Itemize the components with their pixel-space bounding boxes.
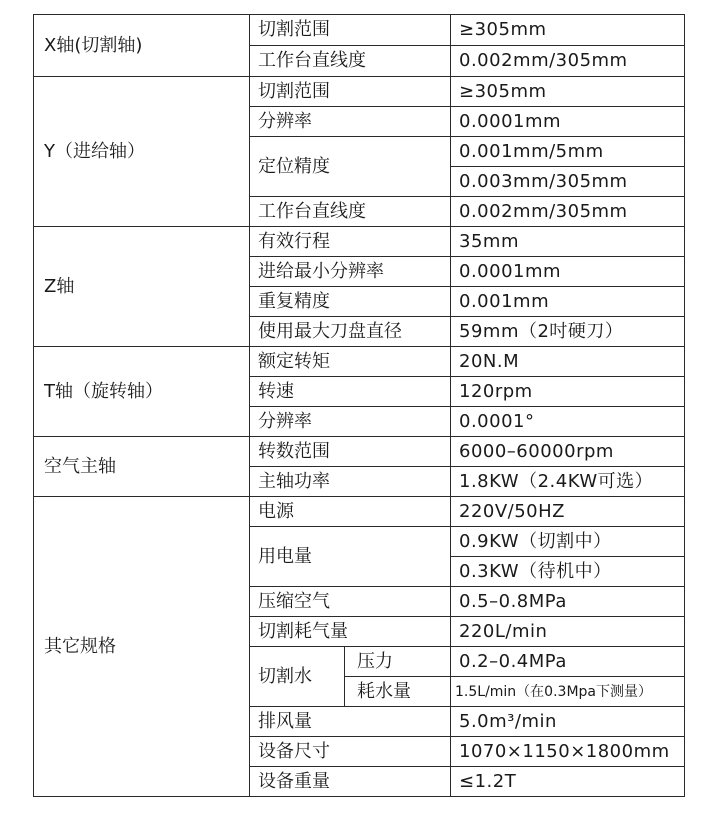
param-value: ≤1.2T bbox=[451, 767, 685, 797]
param-label: 设备尺寸 bbox=[250, 737, 451, 767]
param-value: 220L/min bbox=[451, 617, 685, 647]
param-label: 切割范围 bbox=[250, 77, 451, 107]
param-value: 0.0001° bbox=[451, 407, 685, 437]
param-label: 转速 bbox=[250, 377, 451, 407]
param-sublabel: 耗水量 bbox=[345, 677, 451, 707]
param-value: 6000–60000rpm bbox=[451, 437, 685, 467]
param-label: 工作台直线度 bbox=[250, 197, 451, 227]
param-value: 1.5L/min（在0.3Mpa下测量） bbox=[451, 677, 685, 707]
param-label: 工作台直线度 bbox=[250, 46, 451, 77]
param-value: 0.2–0.4MPa bbox=[451, 647, 685, 677]
param-label: 设备重量 bbox=[250, 767, 451, 797]
param-value: 0.003mm/305mm bbox=[451, 167, 685, 197]
param-value: 0.002mm/305mm bbox=[451, 197, 685, 227]
group-label-t-axis: T轴（旋转轴） bbox=[34, 347, 250, 437]
param-value: ≥305mm bbox=[451, 15, 685, 46]
param-label: 切割水 bbox=[250, 647, 345, 707]
param-label: 用电量 bbox=[250, 527, 451, 587]
param-value: 35mm bbox=[451, 227, 685, 257]
param-value: 0.9KW（切割中） bbox=[451, 527, 685, 557]
param-label: 转数范围 bbox=[250, 437, 451, 467]
param-value: 20N.M bbox=[451, 347, 685, 377]
param-label: 定位精度 bbox=[250, 137, 451, 197]
param-value: 0.001mm/5mm bbox=[451, 137, 685, 167]
group-label-y-axis: Y（进给轴） bbox=[34, 77, 250, 227]
param-label: 额定转矩 bbox=[250, 347, 451, 377]
param-label: 切割范围 bbox=[250, 15, 451, 46]
param-label: 使用最大刀盘直径 bbox=[250, 317, 451, 347]
param-value: 59mm（2吋硬刀） bbox=[451, 317, 685, 347]
group-label-x-axis: X轴(切割轴) bbox=[34, 15, 250, 77]
param-value: 0.3KW（待机中） bbox=[451, 557, 685, 587]
param-label: 主轴功率 bbox=[250, 467, 451, 497]
group-label-z-axis: Z轴 bbox=[34, 227, 250, 347]
param-value: 0.5–0.8MPa bbox=[451, 587, 685, 617]
param-label: 排风量 bbox=[250, 707, 451, 737]
param-label: 重复精度 bbox=[250, 287, 451, 317]
param-value: 0.0001mm bbox=[451, 257, 685, 287]
param-sublabel: 压力 bbox=[345, 647, 451, 677]
param-value: 0.0001mm bbox=[451, 107, 685, 137]
param-value: 0.002mm/305mm bbox=[451, 46, 685, 77]
param-label: 分辨率 bbox=[250, 107, 451, 137]
param-label: 切割耗气量 bbox=[250, 617, 451, 647]
param-value: 120rpm bbox=[451, 377, 685, 407]
param-value: 5.0m³/min bbox=[451, 707, 685, 737]
param-value: ≥305mm bbox=[451, 77, 685, 107]
group-label-air-spindle: 空气主轴 bbox=[34, 437, 250, 497]
param-label: 分辨率 bbox=[250, 407, 451, 437]
param-value: 0.001mm bbox=[451, 287, 685, 317]
param-label: 压缩空气 bbox=[250, 587, 451, 617]
param-value: 1070×1150×1800mm bbox=[451, 737, 685, 767]
param-label: 进给最小分辨率 bbox=[250, 257, 451, 287]
spec-table bbox=[33, 14, 685, 797]
group-label-other: 其它规格 bbox=[34, 497, 250, 797]
param-value: 1.8KW（2.4KW可选） bbox=[451, 467, 685, 497]
param-label: 有效行程 bbox=[250, 227, 451, 257]
param-value: 220V/50HZ bbox=[451, 497, 685, 527]
param-label: 电源 bbox=[250, 497, 451, 527]
